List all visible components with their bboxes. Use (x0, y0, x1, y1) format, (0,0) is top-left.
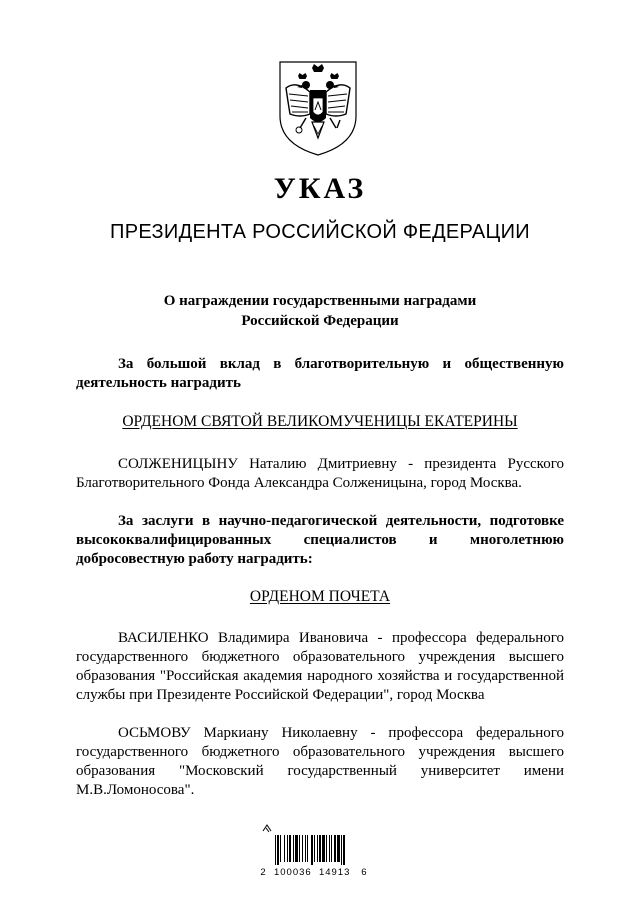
barcode-bar (289, 835, 291, 862)
order-st-catherine: ОРДЕНОМ СВЯТОЙ ВЕЛИКОМУЧЕНИЦЫ ЕКАТЕРИНЫ (122, 413, 518, 430)
decree-subject (0, 291, 640, 331)
document-title: УКАЗ (273, 172, 367, 205)
barcode-bar (277, 835, 279, 865)
barcode-bar (331, 835, 332, 862)
barcode-bar (326, 835, 327, 862)
barcode-bar (280, 835, 281, 862)
barcode-bar (293, 835, 294, 862)
barcode-bar (307, 835, 308, 862)
barcode-bar (311, 835, 313, 865)
barcode-bar (284, 835, 285, 862)
subject-line-2: Российской Федерации (241, 313, 399, 329)
awardee-solzhenitsyna: СОЛЖЕНИЦЫНУ Наталию Дмитриевну - президента Русского Благотворительного Фонда Александра Солженицына, город Москва. (76, 456, 564, 491)
barcode-bar (322, 835, 325, 862)
barcode-bar (275, 835, 276, 865)
barcode-bar (329, 835, 330, 862)
barcode-bar (337, 835, 340, 862)
order-of-honour: ОРДЕНОМ ПОЧЕТА (249, 588, 391, 605)
barcode-bar (299, 835, 300, 862)
barcode-bar (319, 835, 321, 862)
section1-preamble: За большой вклад в благотворительную и общественную деятельность наградить (76, 356, 564, 391)
awardee-osmova: ОСЬМОВУ Маркиану Николаевну - профессора федерального государственного бюджетного образовательного учреждения высшего образования "Московский государственный университет имени М.В.Ломоносова". (76, 725, 564, 798)
barcode-bar (341, 835, 342, 865)
state-emblem-icon (274, 58, 362, 158)
section2-preamble: За заслуги в научно-педагогической деятельности, подготовке высококвалифицированных специалистов и многолетнюю добросовестную работу наградить: (76, 513, 564, 567)
barcode-number: 2 100036 14913 6 (260, 867, 368, 878)
barcode-bar (302, 835, 303, 862)
barcode-bar (287, 835, 288, 862)
document-barcode (257, 823, 371, 879)
subject-line-1: О награждении государственными наградами (163, 293, 477, 309)
barcode-icon (257, 823, 371, 867)
awardee-vasilenko: ВАСИЛЕНКО Владимира Ивановича - профессора федерального государственного бюджетного образовательного учреждения высшего образования "Российская академия народного хозяйства и государственной службы при Президенте Российской Федерации", город Москва (76, 630, 564, 703)
barcode-bar (314, 835, 315, 862)
document-subtitle: ПРЕЗИДЕНТА РОССИЙСКОЙ ФЕДЕРАЦИИ (110, 221, 530, 243)
barcode-bar (295, 835, 298, 862)
barcode-bar (343, 835, 345, 865)
barcode-bar (305, 835, 306, 862)
barcode-bar (334, 835, 336, 862)
barcode-bar (317, 835, 318, 862)
